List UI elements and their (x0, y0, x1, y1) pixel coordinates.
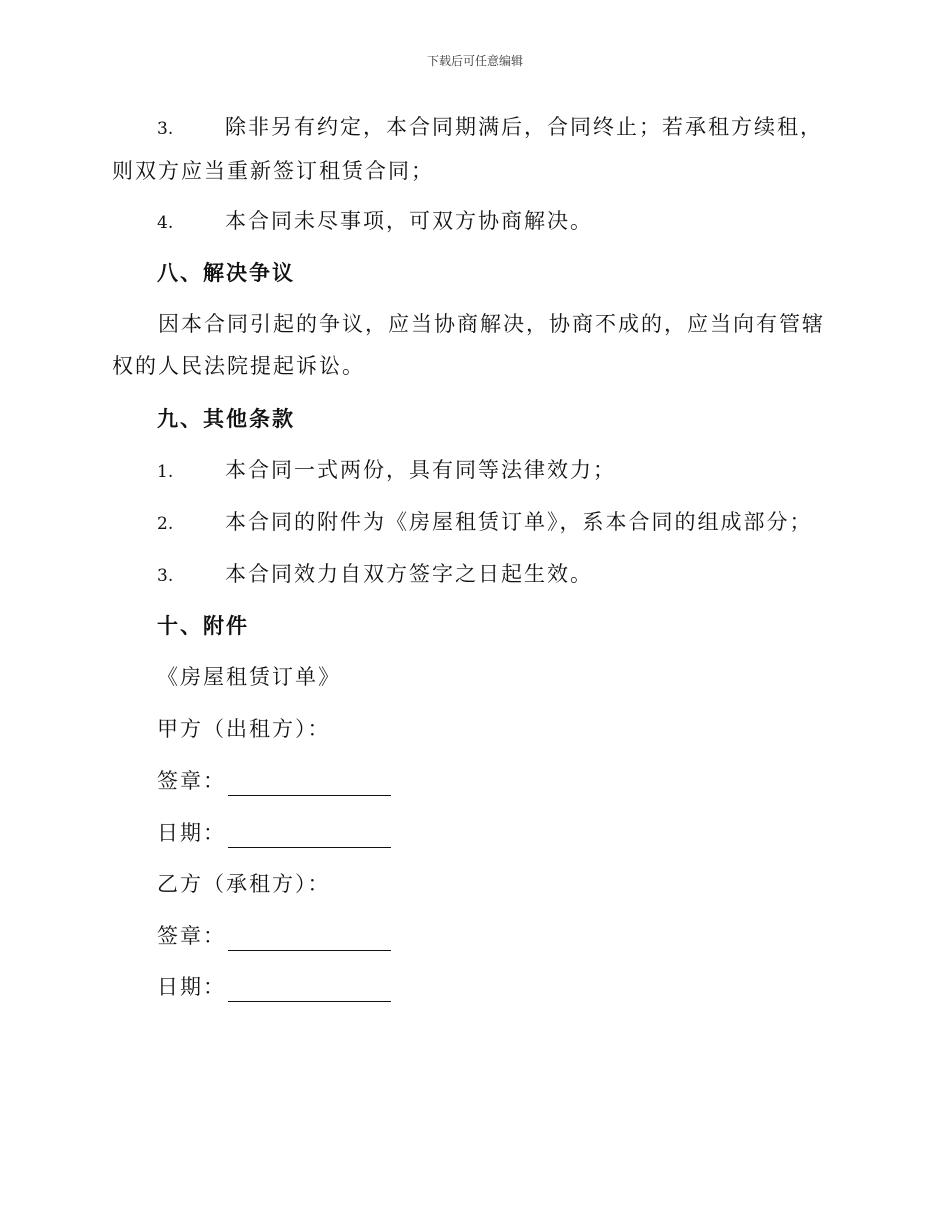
clause7-item3 (112, 106, 834, 192)
party-b-signature-line (228, 928, 391, 951)
clause9-item-1-number: 1. (157, 462, 174, 482)
party-b-date-line (228, 979, 391, 1002)
clause7-item4-text: 本合同未尽事项，可双方协商解决。 (225, 209, 593, 233)
party-b-signature (157, 921, 391, 951)
clause9-item-3-text: 本合同效力自双方签字之日起生效。 (225, 562, 593, 586)
party-a-date-line (228, 825, 391, 848)
clause9-heading: 九、其他条款 (157, 406, 295, 431)
party-a-signature (157, 766, 391, 796)
clause9-item-2 (157, 507, 813, 539)
clause9-item-1-text: 本合同一式两份，具有同等法律效力； (225, 458, 616, 482)
party-a-date-label: 日期： (157, 821, 226, 845)
clause9-item-1 (157, 455, 616, 487)
party-b-title: 乙方（承租方）： (157, 872, 331, 896)
clause9-item-2-text: 本合同的附件为《房屋租赁订单》，系本合同的组成部分； (225, 510, 813, 534)
clause7-item4-number: 4. (157, 213, 174, 233)
party-a-title: 甲方（出租方）： (157, 717, 331, 741)
page-header: 下载后可任意编辑 (426, 54, 523, 68)
party-b-signature-label: 签章： (157, 924, 226, 948)
clause7-item3-number: 3. (157, 119, 174, 139)
clause8-text: 因本合同引起的争议，应当协商解决，协商不成的，应当向有管辖权的人民法院提起诉讼。 (112, 312, 825, 378)
clause7-item3-text: 除非另有约定，本合同期满后，合同终止；若承租方续租，则双方应当重新签订租赁合同； (112, 115, 823, 183)
clause7-item4 (157, 206, 593, 238)
clause8-heading: 八、解决争议 (157, 260, 295, 285)
clause10-heading: 十、附件 (157, 613, 249, 638)
party-b-date-label: 日期： (157, 975, 226, 999)
party-a-date (157, 818, 391, 848)
party-a-signature-line (228, 773, 391, 796)
party-a-signature-label: 签章： (157, 769, 226, 793)
clause9-item-2-number: 2. (157, 514, 174, 534)
clause9-item-3-number: 3. (157, 566, 174, 586)
clause9-item-3 (157, 559, 593, 591)
party-b-date (157, 972, 391, 1002)
attachment-title: 《房屋租赁订单》 (157, 665, 341, 689)
